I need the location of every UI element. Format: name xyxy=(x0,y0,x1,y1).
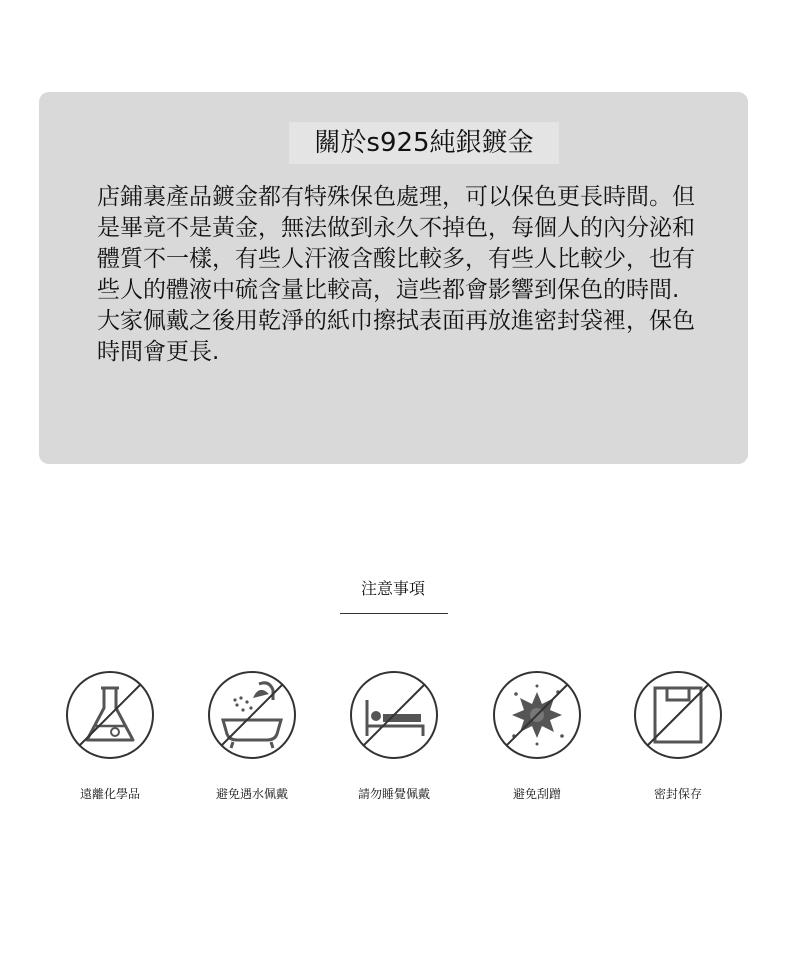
notice-underline xyxy=(340,613,448,614)
icon-label-sealed: 密封保存 xyxy=(653,787,702,801)
impact-burst-icon xyxy=(492,670,582,760)
icon-label-chemicals: 遠離化學品 xyxy=(79,787,140,801)
card-title: 關於s925純銀鍍金 xyxy=(289,122,559,164)
bath-shower-icon xyxy=(207,670,297,760)
chemical-flask-icon xyxy=(65,670,155,760)
bed-sleep-icon xyxy=(349,670,439,760)
info-card xyxy=(39,92,748,464)
icon-label-sleep: 請勿睡覺佩戴 xyxy=(357,787,430,801)
icon-label-water: 避免遇水佩戴 xyxy=(215,787,288,801)
card-body-text: 店鋪裏產品鍍金都有特殊保色處理，可以保色更長時間。但是畢竟不是黃金，無法做到永久不掉色，每個人的內分泌和體質不一樣，有些人汗液含酸比較多，有些人比較少，也有些人的體液中硫含量比較高，這些都會影響到保色的時間. 大家佩戴之後用乾淨的紙巾擦拭表面再放進密封袋裡，保色時間會更長. xyxy=(97,184,695,365)
icon-label-scratch: 避免刮蹭 xyxy=(512,787,561,801)
notice-title: 注意事項 xyxy=(360,579,425,598)
sealed-bag-icon xyxy=(633,670,723,760)
